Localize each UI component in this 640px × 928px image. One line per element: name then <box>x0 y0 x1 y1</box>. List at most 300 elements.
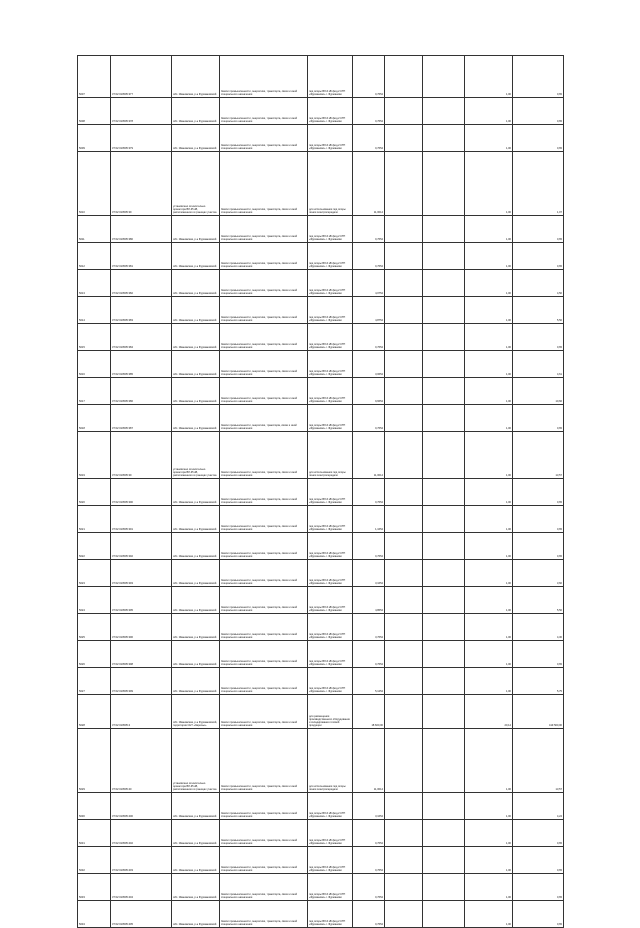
cell-value: 0,65 <box>513 243 564 270</box>
cell-value: 0,65 <box>513 847 564 874</box>
cell-permitted-use: под опоры ВЛ-6 кВ фид.2 КТП «Фурманово» г. Фурманово <box>308 874 353 901</box>
cell-empty <box>385 533 423 560</box>
cell-cadastral-number: 37:02:010505:395 <box>111 587 172 614</box>
cell-permitted-use: под опоры ВЛ-6 кВ фид.2 КТП «Фурманово» г. Фурманово <box>308 297 353 324</box>
cell-land-category: Земли промышленности, энергетики, транспорта, связи и иной специального назначения <box>220 152 308 216</box>
cell-permitted-use: под опоры ВЛ-6 кВ фид.2 КТП «Фурманово» г. Фурманово <box>308 378 353 405</box>
table-row <box>78 587 564 614</box>
cell-land-category: Земли промышленности, энергетики, транспорта, связи и иной специального назначения <box>220 479 308 506</box>
cell-value: 0,65 <box>513 901 564 928</box>
cell-coefficient: 1,00 <box>465 729 513 793</box>
cell-coefficient: 1,00 <box>465 874 513 901</box>
cell-address: обл. Ивановская, р-н Фурмановский <box>172 820 220 847</box>
cell-empty <box>385 297 423 324</box>
cell-permitted-use: под опоры ВЛ-6 кВ фид.2 КТП «Фурманово» г. Фурманово <box>308 98 353 125</box>
cell-coefficient: 1,00 <box>465 152 513 216</box>
cell-empty <box>423 668 465 695</box>
cell-permitted-use: под опоры ВЛ-6 кВ фид.2 КТП «Фурманово» г. Фурманово <box>308 125 353 152</box>
cell-record-number: 5023 <box>78 560 111 587</box>
cell-coefficient: 1,00 <box>465 506 513 533</box>
table-row <box>78 729 564 793</box>
cell-record-number: 5010 <box>78 152 111 216</box>
cell-record-number: 5011 <box>78 216 111 243</box>
cell-record-number: 5021 <box>78 506 111 533</box>
table-row <box>78 98 564 125</box>
cell-area: 18 600,00 <box>353 695 385 729</box>
cell-land-category: Земли промышленности, энергетики, транспорта, связи и иной специального назначения <box>220 820 308 847</box>
cell-empty <box>423 351 465 378</box>
table-row <box>78 641 564 668</box>
cell-record-number: 5018 <box>78 405 111 432</box>
cell-coefficient: 1,00 <box>465 820 513 847</box>
cell-value: 4,24 <box>513 793 564 820</box>
cell-cadastral-number: 37:02:010505:381 <box>111 243 172 270</box>
table-row <box>78 378 564 405</box>
cell-land-category: Земли промышленности, энергетики, транспорта, связи и иной специального назначения <box>220 695 308 729</box>
cell-coefficient: 1,00 <box>465 405 513 432</box>
cell-area: 0,7654 <box>353 324 385 351</box>
cell-coefficient: 1,00 <box>465 641 513 668</box>
cell-address: обл. Ивановская, р-н Фурмановский <box>172 533 220 560</box>
cell-empty <box>423 587 465 614</box>
cell-record-number: 5033 <box>78 874 111 901</box>
cell-record-number: 5025 <box>78 614 111 641</box>
cell-address: обл. Ивановская, р-н Фурмановский <box>172 98 220 125</box>
cell-cadastral-number: 37:02:010505:404 <box>111 874 172 901</box>
cell-permitted-use: под опоры ВЛ-6 кВ фид.2 КТП «Фурманово» г. Фурманово <box>308 641 353 668</box>
cell-address: установлено относительно ориентира ВЛ-35 кВ, расположенного в границах участка <box>172 152 220 216</box>
cell-empty <box>385 432 423 479</box>
cell-record-number: 5013 <box>78 270 111 297</box>
cell-coefficient: 1,00 <box>465 901 513 928</box>
cell-value: 0,65 <box>513 533 564 560</box>
cell-cadastral-number: 37:02:010505:403 <box>111 847 172 874</box>
cell-coefficient: 1,00 <box>465 216 513 243</box>
cell-permitted-use: под опоры ВЛ-6 кВ фид.2 КТП «Фурманово» г. Фурманово <box>308 793 353 820</box>
cell-empty <box>423 378 465 405</box>
cell-land-category: Земли промышленности, энергетики, транспорта, связи и иной специального назначения <box>220 297 308 324</box>
cell-empty <box>385 506 423 533</box>
cell-empty <box>423 125 465 152</box>
cell-empty <box>423 243 465 270</box>
cell-value: 0,65 <box>513 874 564 901</box>
cell-record-number: 5019 <box>78 432 111 479</box>
table-row <box>78 270 564 297</box>
cell-empty <box>385 216 423 243</box>
cell-address: обл. Ивановская, р-н Фурмановский <box>172 405 220 432</box>
cell-cadastral-number: 37:02:010505:386 <box>111 378 172 405</box>
cell-area: 0,7654 <box>353 98 385 125</box>
table-row <box>78 533 564 560</box>
cell-empty <box>385 351 423 378</box>
cell-area: 0,7654 <box>353 216 385 243</box>
cell-land-category: Земли промышленности, энергетики, транспорта, связи и иной специального назначения <box>220 729 308 793</box>
cell-empty <box>423 560 465 587</box>
cell-cadastral-number: 37:02:010505:377 <box>111 56 172 98</box>
cell-empty <box>385 793 423 820</box>
cell-empty <box>423 98 465 125</box>
cell-cadastral-number: 37:02:010505:399 <box>111 668 172 695</box>
cell-empty <box>385 270 423 297</box>
cell-address: обл. Ивановская, р-н Фурмановский <box>172 56 220 98</box>
cell-coefficient: 1,00 <box>465 614 513 641</box>
cell-cadastral-number: 37:02:010505:39 <box>111 152 172 216</box>
cell-value: 0,65 <box>513 820 564 847</box>
cell-permitted-use: под опоры ВЛ-6 кВ фид.2 КТП «Фурманово» г. Фурманово <box>308 587 353 614</box>
cell-record-number: 5030 <box>78 793 111 820</box>
table-row <box>78 614 564 641</box>
cell-record-number: 5034 <box>78 901 111 928</box>
table-row <box>78 695 564 729</box>
cell-area: 1,1654 <box>353 506 385 533</box>
cell-record-number: 5008 <box>78 98 111 125</box>
cell-empty <box>385 729 423 793</box>
cell-land-category: Земли промышленности, энергетики, транспорта, связи и иной специального назначения <box>220 847 308 874</box>
cell-cadastral-number: 37:02:010505:384 <box>111 324 172 351</box>
table-row <box>78 297 564 324</box>
cell-value: 0,65 <box>513 479 564 506</box>
cell-record-number: 5016 <box>78 351 111 378</box>
cell-record-number: 5014 <box>78 297 111 324</box>
cell-empty <box>385 98 423 125</box>
cell-address: обл. Ивановская, р-н Фурмановский <box>172 641 220 668</box>
cell-land-category: Земли промышленности, энергетики, транспорта, связи и иной специального назначения <box>220 793 308 820</box>
cell-land-category: Земли промышленности, энергетики, транспорта, связи и иной специального назначения <box>220 533 308 560</box>
cell-coefficient: 1,00 <box>465 479 513 506</box>
cell-address: обл. Ивановская, р-н Фурмановский, территория СНТ «Заречье» <box>172 695 220 729</box>
cell-address: обл. Ивановская, р-н Фурмановский <box>172 243 220 270</box>
cell-address: обл. Ивановская, р-н Фурмановский <box>172 587 220 614</box>
cell-value: 13,57 <box>513 729 564 793</box>
cell-cadastral-number: 37:02:010505:392 <box>111 533 172 560</box>
table-row <box>78 793 564 820</box>
cell-area: 0,7654 <box>353 847 385 874</box>
cell-address: обл. Ивановская, р-н Фурмановский <box>172 874 220 901</box>
cell-area: 0,7654 <box>353 533 385 560</box>
table-row <box>78 152 564 216</box>
cell-address: обл. Ивановская, р-н Фурмановский <box>172 793 220 820</box>
cell-cadastral-number: 37:02:010505:396 <box>111 614 172 641</box>
cell-empty <box>385 243 423 270</box>
cell-empty <box>423 297 465 324</box>
cell-empty <box>385 874 423 901</box>
table-row <box>78 405 564 432</box>
cell-record-number: 5022 <box>78 533 111 560</box>
cell-value: 3,60 <box>513 560 564 587</box>
cell-permitted-use: под опоры ВЛ-6 кВ фид.2 КТП «Фурманово» г. Фурманово <box>308 901 353 928</box>
cell-land-category: Земли промышленности, энергетики, транспорта, связи и иной специального назначения <box>220 216 308 243</box>
cell-land-category: Земли промышленности, энергетики, транспорта, связи и иной специального назначения <box>220 641 308 668</box>
cell-coefficient: 1,00 <box>465 324 513 351</box>
cell-record-number: 5017 <box>78 378 111 405</box>
cell-empty <box>385 614 423 641</box>
cell-value: 0,65 <box>513 641 564 668</box>
table-row <box>78 351 564 378</box>
cell-land-category: Земли промышленности, энергетики, транспорта, связи и иной специального назначения <box>220 270 308 297</box>
cell-land-category: Земли промышленности, энергетики, транспорта, связи и иной специального назначения <box>220 351 308 378</box>
cell-value: 0,65 <box>513 125 564 152</box>
cell-address: обл. Ивановская, р-н Фурмановский <box>172 378 220 405</box>
cell-land-category: Земли промышленности, энергетики, транспорта, связи и иной специального назначения <box>220 901 308 928</box>
cell-coefficient: 20,14 <box>465 695 513 729</box>
cell-value: 1,07 <box>513 152 564 216</box>
cell-empty <box>385 820 423 847</box>
cell-coefficient: 1,00 <box>465 98 513 125</box>
cell-empty <box>385 587 423 614</box>
cell-coefficient: 1,00 <box>465 270 513 297</box>
cell-address: обл. Ивановская, р-н Фурмановский <box>172 668 220 695</box>
cell-coefficient: 1,00 <box>465 668 513 695</box>
table-row <box>78 506 564 533</box>
cell-empty <box>385 152 423 216</box>
cell-empty <box>423 216 465 243</box>
cell-land-category: Земли промышленности, энергетики, транспорта, связи и иной специального назначения <box>220 432 308 479</box>
cell-address: обл. Ивановская, р-н Фурмановский <box>172 125 220 152</box>
cell-area: 0,7654 <box>353 243 385 270</box>
cell-cadastral-number: 37:02:010505:40 <box>111 729 172 793</box>
cell-coefficient: 1,00 <box>465 847 513 874</box>
cell-land-category: Земли промышленности, энергетики, транспорта, связи и иной специального назначения <box>220 874 308 901</box>
cell-area: 5,1254 <box>353 668 385 695</box>
cell-area: 11,0014 <box>353 729 385 793</box>
cell-empty <box>423 729 465 793</box>
table-row <box>78 668 564 695</box>
cell-permitted-use: для использования под опоры линии электропередачи <box>308 152 353 216</box>
cell-permitted-use: под опоры ВЛ-6 кВ фид.2 КТП «Фурманово» г. Фурманово <box>308 56 353 98</box>
cell-empty <box>385 668 423 695</box>
cell-empty <box>423 270 465 297</box>
cell-record-number: 5020 <box>78 479 111 506</box>
cell-permitted-use: под опоры ВЛ-6 кВ фид.2 КТП «Фурманово» г. Фурманово <box>308 847 353 874</box>
cell-record-number: 5012 <box>78 243 111 270</box>
cell-record-number: 5015 <box>78 324 111 351</box>
cell-permitted-use: для размещения производственного оборудования и складирования готовой продукции <box>308 695 353 729</box>
cell-coefficient: 1,00 <box>465 560 513 587</box>
cell-cadastral-number: 37:02:010505:4 <box>111 695 172 729</box>
cell-permitted-use: под опоры ВЛ-6 кВ фид.2 КТП «Фурманово» г. Фурманово <box>308 533 353 560</box>
cell-address: обл. Ивановская, р-н Фурмановский <box>172 479 220 506</box>
cell-empty <box>385 125 423 152</box>
cell-record-number: 5028 <box>78 695 111 729</box>
cell-coefficient: 1,00 <box>465 297 513 324</box>
cell-land-category: Земли промышленности, энергетики, транспорта, связи и иной специального назначения <box>220 506 308 533</box>
cell-value: 4,61 <box>513 351 564 378</box>
cell-land-category: Земли промышленности, энергетики, транспорта, связи и иной специального назначения <box>220 56 308 98</box>
cell-empty <box>385 641 423 668</box>
cell-value: 5,50 <box>513 297 564 324</box>
cell-cadastral-number: 37:02:010505:380 <box>111 216 172 243</box>
cell-value: 0,65 <box>513 506 564 533</box>
cell-permitted-use: под опоры ВЛ-6 кВ фид.2 КТП «Фурманово» г. Фурманово <box>308 479 353 506</box>
cell-permitted-use: под опоры ВЛ-6 кВ фид.2 КТП «Фурманово» г. Фурманово <box>308 405 353 432</box>
cell-address: установлено относительно ориентира ВЛ-35 кВ, расположенного в границах участка <box>172 729 220 793</box>
cell-empty <box>423 847 465 874</box>
cell-cadastral-number: 37:02:010505:400 <box>111 793 172 820</box>
cell-address: обл. Ивановская, р-н Фурмановский <box>172 270 220 297</box>
cell-value: 4,30 <box>513 614 564 641</box>
cell-value: 13,57 <box>513 432 564 479</box>
cell-permitted-use: под опоры ВЛ-6 кВ фид.2 КТП «Фурманово» г. Фурманово <box>308 324 353 351</box>
cell-record-number: 5009 <box>78 125 111 152</box>
cell-address: обл. Ивановская, р-н Фурмановский <box>172 614 220 641</box>
cell-value: 0,65 <box>513 405 564 432</box>
cell-land-category: Земли промышленности, энергетики, транспорta, связи и иной специального назначения <box>220 405 308 432</box>
cell-permitted-use: под опоры ВЛ-6 кВ фид.2 КТП «Фурманово» г. Фурманово <box>308 243 353 270</box>
cell-coefficient: 1,00 <box>465 56 513 98</box>
cell-area: 0,7654 <box>353 479 385 506</box>
cell-area: 0,7654 <box>353 820 385 847</box>
cell-area: 0,7654 <box>353 874 385 901</box>
cell-permitted-use: под опоры ВЛ-6 кВ фид.2 КТП «Фурманово» г. Фурманово <box>308 270 353 297</box>
cell-value: 4,50 <box>513 270 564 297</box>
cell-area: 0,7654 <box>353 901 385 928</box>
cell-area: 11,0014 <box>353 152 385 216</box>
register-table <box>77 55 564 928</box>
cell-area: 4,8654 <box>353 587 385 614</box>
cell-cadastral-number: 37:02:010505:405 <box>111 901 172 928</box>
cell-empty <box>385 405 423 432</box>
cell-cadastral-number: 37:02:010505:383 <box>111 297 172 324</box>
table-row <box>78 56 564 98</box>
cell-land-category: Земли промышленности, энергетики, транспорта, связи и иной специального назначения <box>220 243 308 270</box>
cell-address: обл. Ивановская, р-н Фурмановский <box>172 847 220 874</box>
cell-area: 4,0754 <box>353 270 385 297</box>
cell-cadastral-number: 37:02:010505:385 <box>111 351 172 378</box>
cell-cadastral-number: 37:02:010505:382 <box>111 270 172 297</box>
cell-land-category: Земли промышленности, энергетики, транспорта, связи и иной специального назначения <box>220 324 308 351</box>
cell-land-category: Земли промышленности, энергетики, транспорта, связи и иной специального назначения <box>220 125 308 152</box>
cell-permitted-use: под опоры ВЛ-6 кВ фид.2 КТП «Фурманово» г. Фурманово <box>308 560 353 587</box>
cell-coefficient: 1,00 <box>465 533 513 560</box>
cell-land-category: Земли промышленности, энергетики, транспорта, связи и иной специального назначения <box>220 560 308 587</box>
cell-land-category: Земли промышленности, энергетики, транспорта, связи и иной специального назначения <box>220 378 308 405</box>
cell-coefficient: 1,00 <box>465 125 513 152</box>
table-row <box>78 125 564 152</box>
table-row <box>78 820 564 847</box>
cell-land-category: Земли промышленности, энергетики, транспорта, связи и иной специального назначения <box>220 587 308 614</box>
cell-empty <box>385 56 423 98</box>
register-body <box>78 56 564 928</box>
cell-value: 0,65 <box>513 324 564 351</box>
cell-empty <box>423 695 465 729</box>
cell-record-number: 5007 <box>78 56 111 98</box>
cell-empty <box>423 479 465 506</box>
cell-cadastral-number: 37:02:010505:398 <box>111 641 172 668</box>
cell-area: 3,1654 <box>353 793 385 820</box>
cell-address: обл. Ивановская, р-н Фурмановский <box>172 324 220 351</box>
cell-coefficient: 1,00 <box>465 587 513 614</box>
cell-land-category: Земли промышленности, энергетики, транспорта, связи и иной специального назначения <box>220 668 308 695</box>
cell-land-category: Земли промышленности, энергетики, транспорта, связи и иной специального назначения <box>220 614 308 641</box>
cell-address: обл. Ивановская, р-н Фурмановский <box>172 560 220 587</box>
cell-permitted-use: под опоры ВЛ-6 кВ фид.2 КТП «Фурманово» г. Фурманово <box>308 506 353 533</box>
table-row <box>78 560 564 587</box>
table-row <box>78 243 564 270</box>
cell-cadastral-number: 37:02:010505:390 <box>111 479 172 506</box>
table-row <box>78 847 564 874</box>
cell-value: 419 500,00 <box>513 695 564 729</box>
cell-area: 0,7654 <box>353 641 385 668</box>
cell-empty <box>423 793 465 820</box>
cell-value: 0,65 <box>513 216 564 243</box>
cell-record-number: 5032 <box>78 847 111 874</box>
cell-record-number: 5031 <box>78 820 111 847</box>
cell-value: 0,65 <box>513 56 564 98</box>
cell-address: обл. Ивановская, р-н Фурмановский <box>172 901 220 928</box>
cell-address: обл. Ивановская, р-н Фурмановский <box>172 351 220 378</box>
table-row <box>78 874 564 901</box>
cell-coefficient: 1,00 <box>465 432 513 479</box>
cell-empty <box>423 405 465 432</box>
cell-empty <box>385 847 423 874</box>
table-row <box>78 216 564 243</box>
cell-coefficient: 1,00 <box>465 793 513 820</box>
cell-empty <box>423 432 465 479</box>
cell-area: 0,7654 <box>353 56 385 98</box>
cell-value: 10,66 <box>513 378 564 405</box>
cell-address: обл. Ивановская, р-н Фурмановский <box>172 216 220 243</box>
cell-permitted-use: под опоры ВЛ-6 кВ фид.2 КТП «Фурманово» г. Фурманово <box>308 820 353 847</box>
table-row <box>78 432 564 479</box>
cell-permitted-use: под опоры ВЛ-6 кВ фид.2 КТП «Фурманово» г. Фурманово <box>308 614 353 641</box>
cell-coefficient: 1,00 <box>465 378 513 405</box>
cell-empty <box>423 820 465 847</box>
cell-cadastral-number: 37:02:010505:387 <box>111 405 172 432</box>
cell-area: 9,6654 <box>353 378 385 405</box>
cell-area: 0,7654 <box>353 405 385 432</box>
cell-area: 0,7654 <box>353 125 385 152</box>
cell-permitted-use: для использования под опоры линии электропередачи <box>308 729 353 793</box>
cell-area: 11,0014 <box>353 432 385 479</box>
table-row <box>78 479 564 506</box>
cell-empty <box>423 324 465 351</box>
cell-empty <box>423 533 465 560</box>
cell-permitted-use: под опоры ВЛ-6 кВ фид.2 КТП «Фурманово» г. Фурманово <box>308 668 353 695</box>
cell-area: 3,1654 <box>353 560 385 587</box>
cell-empty <box>385 324 423 351</box>
cell-coefficient: 1,00 <box>465 243 513 270</box>
cell-land-category: Земли промышленности, энергетики, транспорта, связи и иной специального назначения <box>220 98 308 125</box>
cell-empty <box>423 641 465 668</box>
cell-record-number: 5029 <box>78 729 111 793</box>
cell-empty <box>385 695 423 729</box>
cell-area: 3,0654 <box>353 351 385 378</box>
cell-empty <box>385 560 423 587</box>
cell-empty <box>385 479 423 506</box>
cell-area: 3,7654 <box>353 614 385 641</box>
cell-permitted-use: под опоры ВЛ-6 кВ фид.2 КТП «Фурманово» г. Фурманово <box>308 216 353 243</box>
cell-address: обл. Ивановская, р-н Фурмановский <box>172 297 220 324</box>
cell-empty <box>423 506 465 533</box>
cell-address: установлено относительно ориентира ВЛ-35 кВ, расположенного в границах участка <box>172 432 220 479</box>
cell-empty <box>423 614 465 641</box>
table-row <box>78 324 564 351</box>
cell-record-number: 5024 <box>78 587 111 614</box>
cell-empty <box>423 152 465 216</box>
cell-value: 5,75 <box>513 668 564 695</box>
cell-record-number: 5027 <box>78 668 111 695</box>
cell-value: 0,65 <box>513 98 564 125</box>
cell-cadastral-number: 37:02:010505:39 <box>111 432 172 479</box>
cell-empty <box>385 378 423 405</box>
cell-record-number: 5026 <box>78 641 111 668</box>
cell-area: 4,8754 <box>353 297 385 324</box>
cell-cadastral-number: 37:02:010505:378 <box>111 98 172 125</box>
cell-empty <box>423 56 465 98</box>
cell-cadastral-number: 37:02:010505:379 <box>111 125 172 152</box>
cell-coefficient: 1,00 <box>465 351 513 378</box>
cell-address: обл. Ивановская, р-н Фурмановский <box>172 506 220 533</box>
